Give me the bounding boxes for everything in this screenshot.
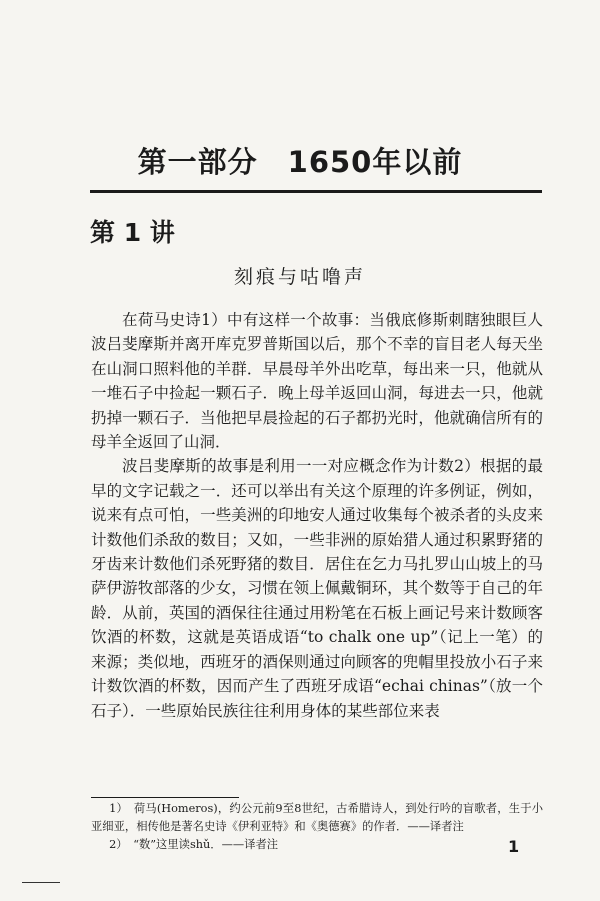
part-title: 第一部分 1650年以前	[137, 145, 463, 179]
paragraph: 在荷马史诗1）中有这样一个故事：当俄底修斯刺瞎独眼巨人波吕斐摩斯并离开库克罗普斯国以后，那个不幸的盲目老人每天坐在山洞口照料他的羊群．早晨母羊外出吃草，每出来一只，他就从一堆石子中捡起一颗石子．晚上母羊返回山洞，每进去一只，他就扔掉一颗石子．当他把早晨捡起的石子都扔光时，他就确信所有的母羊全返回了山洞．	[91, 311, 543, 452]
footnotes	[91, 800, 543, 854]
footnote: 2） “数”这里读shǔ．——译者注	[109, 838, 279, 851]
footnote: 1） 荷马(Homeros)，约公元前9至8世纪，古希腊诗人，到处行吟的盲歌者，生于小亚细亚，相传他是著名史诗《伊利亚特》和《奥德赛》的作者．——译者注	[91, 802, 543, 833]
scan-mark	[22, 882, 60, 883]
page-number: 1	[508, 837, 520, 856]
section-title: 刻痕与咕噜声	[233, 266, 366, 288]
body-text	[91, 308, 543, 723]
title-rule	[90, 190, 542, 193]
paragraph: 波吕斐摩斯的故事是利用一一对应概念作为计数2）根据的最早的文字记载之一．还可以举出有关这个原理的许多例证，例如，说来有点可怕，一些美洲的印地安人通过收集每个被杀者的头皮来计数他们杀敌的数目；又如，一些非洲的原始猎人通过积累野猪的牙齿来计数他们杀死野猪的数目．居住在乞力马扎罗山山坡上的马萨伊游牧部落的少女，习惯在领上佩戴铜环，其个数等于自己的年龄．从前，英国的酒保往往通过用粉笔在石板上画记号来计数顾客饮酒的杯数，这就是英语成语“to chalk one up”（记上一笔）的来源；类似地，西班牙的酒保则通过向顾客的兜帽里投放小石子来计数饮酒的杯数，因而产生了西班牙成语“echai chinas”（放一个石子）．一些原始民族往往利用身体的某些部位来表	[91, 457, 543, 720]
footnote-rule	[91, 797, 239, 798]
lecture-title: 第 1 讲	[90, 218, 175, 247]
